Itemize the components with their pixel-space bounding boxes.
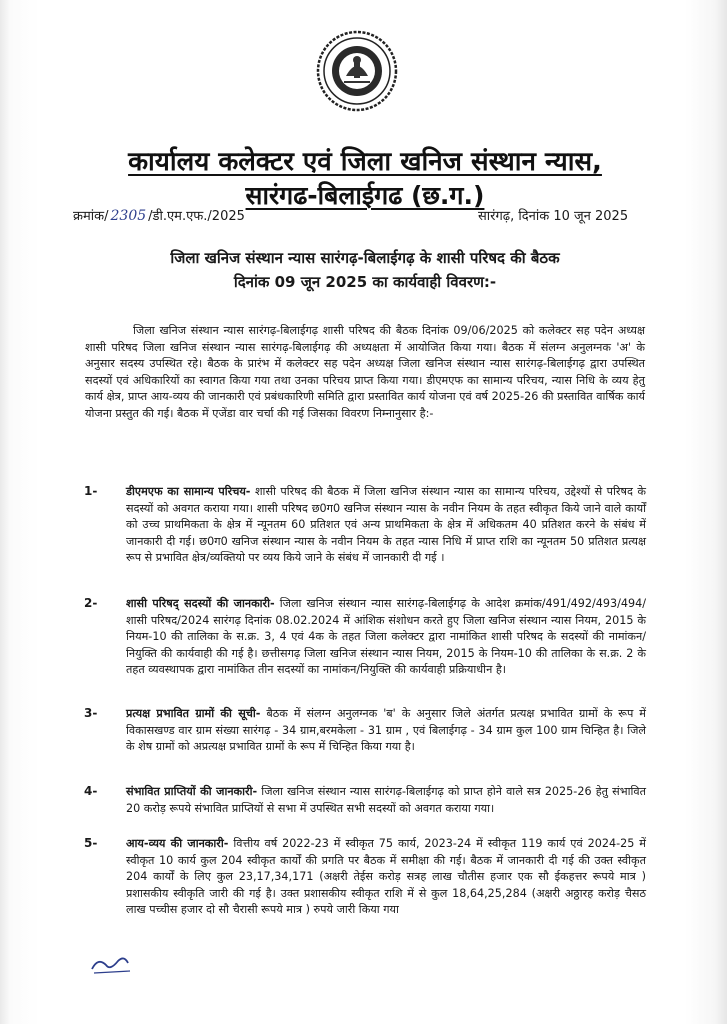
item-text: बैठक में संलग्न अनुलग्नक 'ब' के अनुसार जिले अंतर्गत प्रत्यक्ष प्रभावित ग्रामों के रूप में विकासखण्ड वार ग्राम संख्या सारंगढ़ - 34 ग्राम,बरमकेला - 31 ग्राम , एवं बिलाईगढ़ - 34 ग्राम कुल 100 ग्राम चिन्हित है। जिले के शेष ग्रामों को अप्रत्यक्ष प्रभावित ग्रामों के रूप में चिन्हित किया गया है। [126,707,646,754]
item-number: 1- [84,484,98,498]
agenda-item [126,706,646,756]
item-heading: प्रत्यक्ष प्रभावित ग्रामों की सूची- [126,707,261,720]
agenda-item [126,484,646,567]
agenda-item [126,596,646,679]
ref-prefix: क्रमांक/ [73,209,109,224]
item-number: 2- [84,596,98,610]
office-title-line1: कार्यालय कलेक्टर एवं जिला खनिज संस्थान न्यास, [128,147,602,177]
item-heading: आय-व्यय की जानकारी- [126,837,229,850]
item-heading: शासी परिषद् सदस्यों की जानकारी- [126,597,275,610]
national-emblem-seal-icon [316,30,398,112]
subject-line2: दिनांक 09 जून 2025 का कार्यवाही विवरण:- [233,273,497,291]
item-text: वित्तीय वर्ष 2022-23 में स्वीकृत 75 कार्य, 2023-24 में स्वीकृत 119 कार्य एवं 2024-25 में स्वीकृत 10 कार्य कुल 204 स्वीकृत कार्यों की प्रगति पर बैठक में समीक्षा की गई। बैठक में जानकारी दी गई की उक्त स्वीकृत 204 कार्यों के लिए कुल 23,17,34,171 (अक्षरी तेईस करोड़ सत्रह लाख चौतीस हजार एक सौ ईकहत्तर रूपये मात्र ) प्रशासकीय स्वीकृति जारी की गई है। उक्त प्रशासकीय स्वीकृत राशि में से कुल 18,64,25,284 (अक्षरी अठ्ठारह करोड़ चैसठ लाख पच्चीस हजार दो सौ चैरासी रूपये मात्र ) रुपये जारी किया गया [126,837,646,917]
agenda-item [126,784,646,817]
item-text: जिला खनिज संस्थान न्यास सारंगढ़-बिलाईगढ़ को प्राप्त होने वाले सत्र 2025-26 हेतु संभावित 20 करोड़ रूपये संभावित प्राप्तियों से सभा में उपस्थित सभी सदस्यों को अवगत कराया गया। [126,785,646,815]
office-title-line2: सारंगढ-बिलाईगढ (छ.ग.) [245,181,485,210]
item-heading: डीएमएफ का सामान्य परिचय- [126,485,251,498]
handwritten-initials-icon [88,947,136,977]
ref-suffix: /डी.एम.एफ./2025 [148,209,245,224]
ref-handwritten-number: 2305 [110,208,147,224]
intro-paragraph: जिला खनिज संस्थान न्यास सारंगढ़-बिलाईगढ़ शासी परिषद की बैठक दिनांक 09/06/2025 को कलेक्टर सह पदेन अध्यक्ष शासी परिषद जिला खनिज संस्थान न्यास सारंगढ़-बिलाईगढ़ की अध्यक्षता में आयोजित किया गया। बैठक में संलग्न अनुलग्नक 'अ' के अनुसार सदस्य उपस्थित रहे। बैठक के प्रारंभ में कलेक्टर सह पदेन अध्यक्ष जिला खनिज संस्थान न्यास सारंगढ़-बिलाईगढ़ द्वारा उपस्थित सदस्यों एवं अधिकारियों का स्वागत किया गया तथा उनका परिचय प्राप्त किया गया। डीएमएफ का सामान्य परिचय, न्यास निधि के व्यय हेतु कार्य क्षेत्र, प्राप्त आय-व्यय की जानकारी एवं प्रबंधकारिणी समिति द्वारा प्रस्तावित कार्य योजना एवं वर्ष 2025-26 की प्रस्तावित वार्षिक कार्य योजना प्रस्तुत की गई। बैठक में एजेंडा वार चर्चा की गई जिसका विवरण निम्नानुसार है:- [85,324,645,420]
item-text: जिला खनिज संस्थान न्यास सारंगढ़-बिलाईगढ़ के आदेश क्रमांक/491/492/493/494/ शासी परिषद/2024 सारंगढ़ दिनांक 08.02.2024 में आंशिक संशोधन करते हुए जिला खनिज संस्थान न्यास नियम, 2015 के नियम-10 की तालिका के स.क्र. 3, 4 एवं 4क के तहत जिला कलेक्टर द्वारा नामांकित शासी परिषद के सदस्यों की नामांकन/नियुक्ति की कार्यवाही की गई है। छत्तीसगढ़ जिला खनिज संस्थान न्यास नियम, 2015 के नियम-10 की तालिका के स.क्र. 2 के तहत व्यवस्थापक द्वारा नामांकित तीन सदस्यों का नामांकन/नियुक्ति की कार्यवाही प्रक्रियाधीन है। [126,597,646,677]
item-number: 4- [84,784,98,798]
subject-line1: जिला खनिज संस्थान न्यास सारंगढ़-बिलाईगढ़ के शासी परिषद की बैठक [170,249,560,267]
item-number: 5- [84,836,98,850]
reference-number [73,206,245,224]
agenda-item [126,836,646,919]
item-number: 3- [84,706,98,720]
place-date: सारंगढ़, दिनांक 10 जून 2025 [478,209,629,224]
item-text: शासी परिषद की बैठक में जिला खनिज संस्थान न्यास का सामान्य परिचय, उद्देश्यों से परिषद के सदस्यों को अवगत कराया गया। शासी परिषद छ0ग0 खनिज संस्थान न्यास के नवीन नियम के तहत स्वीकृत किये जाने वाले कार्यों को उच्च प्राथमिकता के क्षेत्र में न्यूनतम 60 प्रतिशत एवं अन्य प्राथमिकता के क्षेत्र में अधिकतम 40 प्रतिशत करने के संबंध में जानकारी दी गई। छ0ग0 खनिज संस्थान न्यास के नवीन नियम के तहत न्यास निधि में प्राप्त राशि का न्यूनतम 50 प्रतिशत प्रत्यक्ष रूप से प्रभावित क्षेत्र/व्यक्तियो पर व्यय किये जाने के संबंध में जानकारी दी गई । [126,485,646,565]
item-heading: संभावित प्राप्तियों की जानकारी- [126,785,258,798]
